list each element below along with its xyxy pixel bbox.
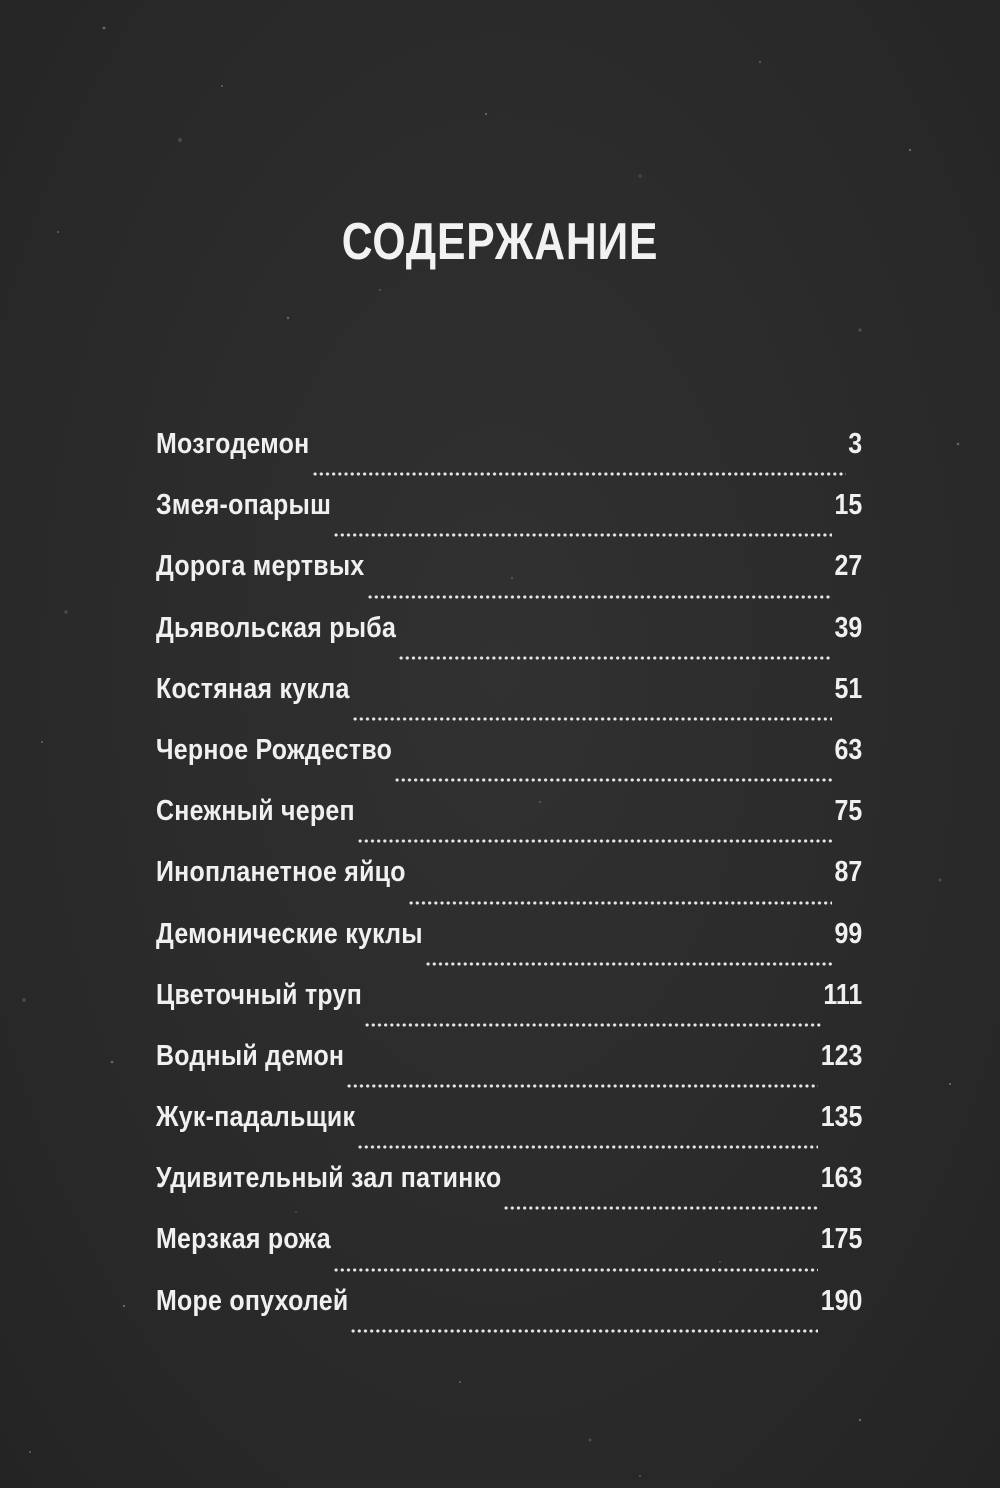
- dot-leader: [357, 1145, 818, 1149]
- toc-entry-page-number: 87: [834, 856, 862, 889]
- dot-leader: [394, 778, 832, 782]
- toc-entry-page-number: 99: [834, 917, 862, 950]
- toc-entry: [156, 856, 862, 917]
- dot-leader: [367, 595, 832, 599]
- dot-leader: [346, 1084, 818, 1088]
- dot-leader: [364, 1023, 821, 1027]
- toc-entry: [156, 1162, 862, 1223]
- toc-entry: [156, 1223, 862, 1284]
- dot-leader: [350, 1329, 818, 1333]
- table-of-contents: [156, 428, 862, 1346]
- dot-leader: [357, 839, 832, 843]
- toc-entry: [156, 673, 862, 734]
- toc-entry-title: Мерзкая рожа: [156, 1223, 331, 1256]
- toc-entry-title: Костяная кукла: [156, 672, 350, 705]
- toc-entry-title: Мозгодемон: [156, 428, 310, 460]
- toc-entry-title: Демонические куклы: [156, 917, 423, 950]
- toc-entry-title: Черное Рождество: [156, 733, 393, 766]
- dot-leader: [312, 472, 846, 476]
- toc-entry: [156, 1040, 862, 1101]
- toc-entry-title: Дорога мертвых: [156, 550, 365, 583]
- dot-leader: [408, 901, 832, 905]
- toc-entry-title: Удивительный зал патинко: [156, 1162, 502, 1195]
- toc-entry: [156, 550, 862, 611]
- toc-entry-page-number: 27: [834, 550, 862, 583]
- toc-entry-title: Цветочный труп: [156, 978, 363, 1011]
- dot-leader: [503, 1206, 818, 1210]
- toc-entry: [156, 979, 862, 1040]
- toc-entry: [156, 918, 862, 979]
- toc-entry-title: Дьявольская рыба: [156, 611, 397, 644]
- toc-entry-title: Жук-падальщик: [156, 1101, 356, 1134]
- toc-entry-page-number: 190: [820, 1284, 862, 1317]
- dot-leader: [352, 717, 832, 721]
- toc-entry-title: Снежный череп: [156, 795, 355, 828]
- toc-entry-page-number: 39: [834, 611, 862, 644]
- toc-entry: [156, 1101, 862, 1162]
- toc-entry-page-number: 15: [834, 489, 862, 522]
- toc-entry-page-number: 175: [820, 1223, 862, 1256]
- toc-entry: [156, 734, 862, 795]
- toc-entry: [156, 612, 862, 673]
- toc-entry: [156, 489, 862, 550]
- toc-entry-title: Инопланетное яйцо: [156, 856, 406, 889]
- toc-entry-page-number: 3: [848, 428, 862, 460]
- toc-entry-page-number: 63: [834, 733, 862, 766]
- dot-leader: [425, 962, 832, 966]
- toc-entry-page-number: 123: [820, 1039, 862, 1072]
- toc-entry-page-number: 51: [834, 672, 862, 705]
- toc-entry: [156, 795, 862, 856]
- toc-entry-page-number: 111: [823, 978, 862, 1011]
- toc-entry-title: Море опухолей: [156, 1284, 349, 1317]
- toc-entry-page-number: 75: [834, 795, 862, 828]
- toc-entry-page-number: 135: [820, 1101, 862, 1134]
- dot-leader: [398, 656, 832, 660]
- toc-entry-title: Водный демон: [156, 1039, 345, 1072]
- toc-entry-title: Змея-опарыш: [156, 489, 332, 522]
- toc-entry: [156, 1285, 862, 1346]
- dot-leader: [333, 1268, 818, 1272]
- toc-entry: [156, 428, 862, 489]
- contents-title: СОДЕРЖАНИЕ: [341, 213, 659, 271]
- toc-entry-page-number: 163: [820, 1162, 862, 1195]
- dot-leader: [333, 533, 832, 537]
